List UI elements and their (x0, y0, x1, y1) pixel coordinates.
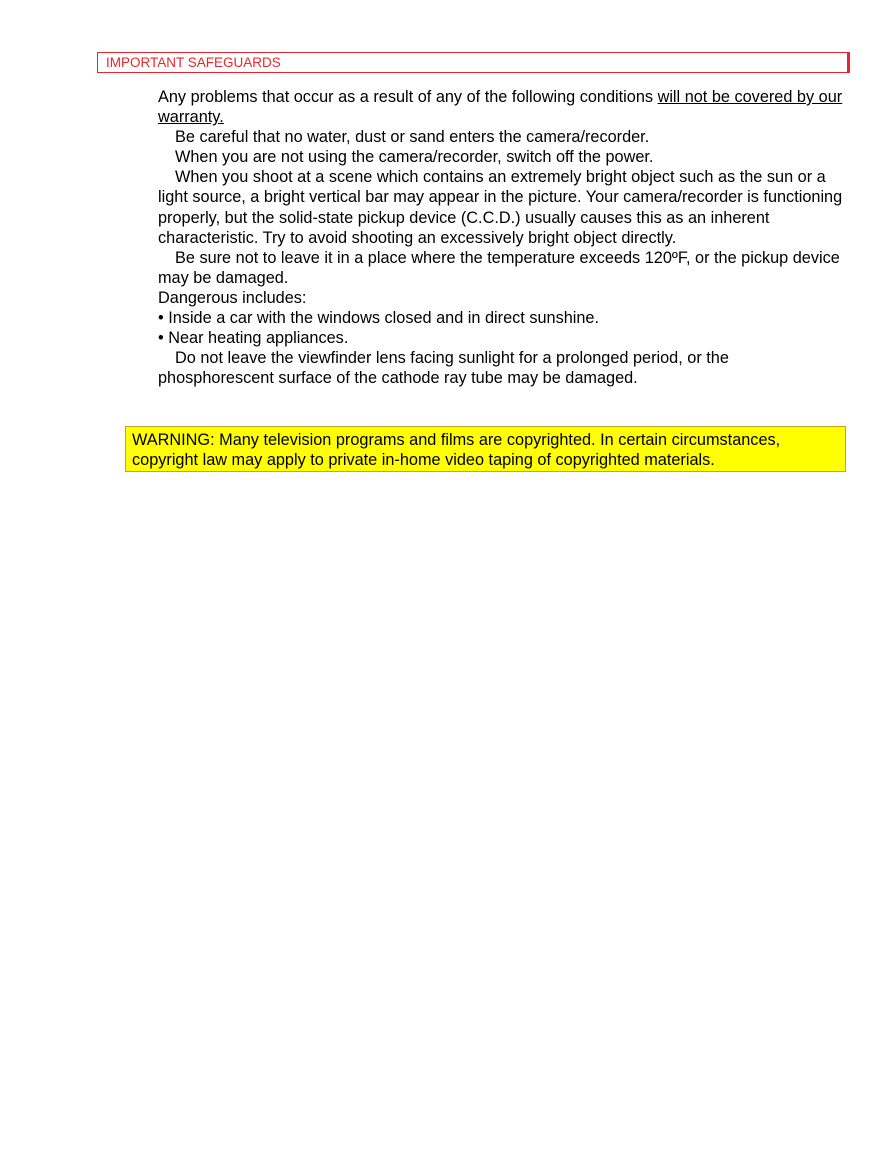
copyright-warning-box (125, 426, 846, 472)
dangerous-bullet-heating: • Near heating appliances. (158, 329, 349, 348)
power-off-caution: When you are not using the camera/recorder, switch off the power. (175, 148, 654, 167)
section-title: IMPORTANT SAFEGUARDS (106, 55, 281, 70)
water-dust-caution: Be careful that no water, dust or sand enters the camera/recorder. (175, 128, 650, 147)
warranty-intro (158, 87, 848, 127)
safeguards-body (158, 87, 848, 388)
bright-object-caution: When you shoot at a scene which contains an extremely bright object such as the sun or a light source, a bright vertical bar may appear in the picture. Your camera/recorder is functioning properly, but the solid-state pickup device (C.C.D.) usually causes this as an inherent characteristic. Try to avoid shooting an excessively bright object directly. (158, 168, 843, 247)
dangerous-bullet-car: • Inside a car with the windows closed and in direct sunshine. (158, 309, 600, 328)
copyright-warning-text: WARNING: Many television programs and films are copyrighted. In certain circumstances, copyright law may apply to private in-home video taping of copyrighted materials. (132, 431, 781, 469)
warranty-disclaimer: will not be covered by our warranty. (158, 88, 843, 127)
temperature-caution: Be sure not to leave it in a place where the temperature exceeds 120ºF, or the pickup device may be damaged. (158, 248, 840, 287)
warranty-intro-text: Any problems that occur as a result of any of the following conditions (158, 88, 658, 106)
dangerous-heading: Dangerous includes: (158, 288, 307, 307)
section-header (97, 52, 850, 73)
viewfinder-caution: Do not leave the viewfinder lens facing sunlight for a prolonged period, or the phosphorescent surface of the cathode ray tube may be damaged. (158, 349, 729, 388)
